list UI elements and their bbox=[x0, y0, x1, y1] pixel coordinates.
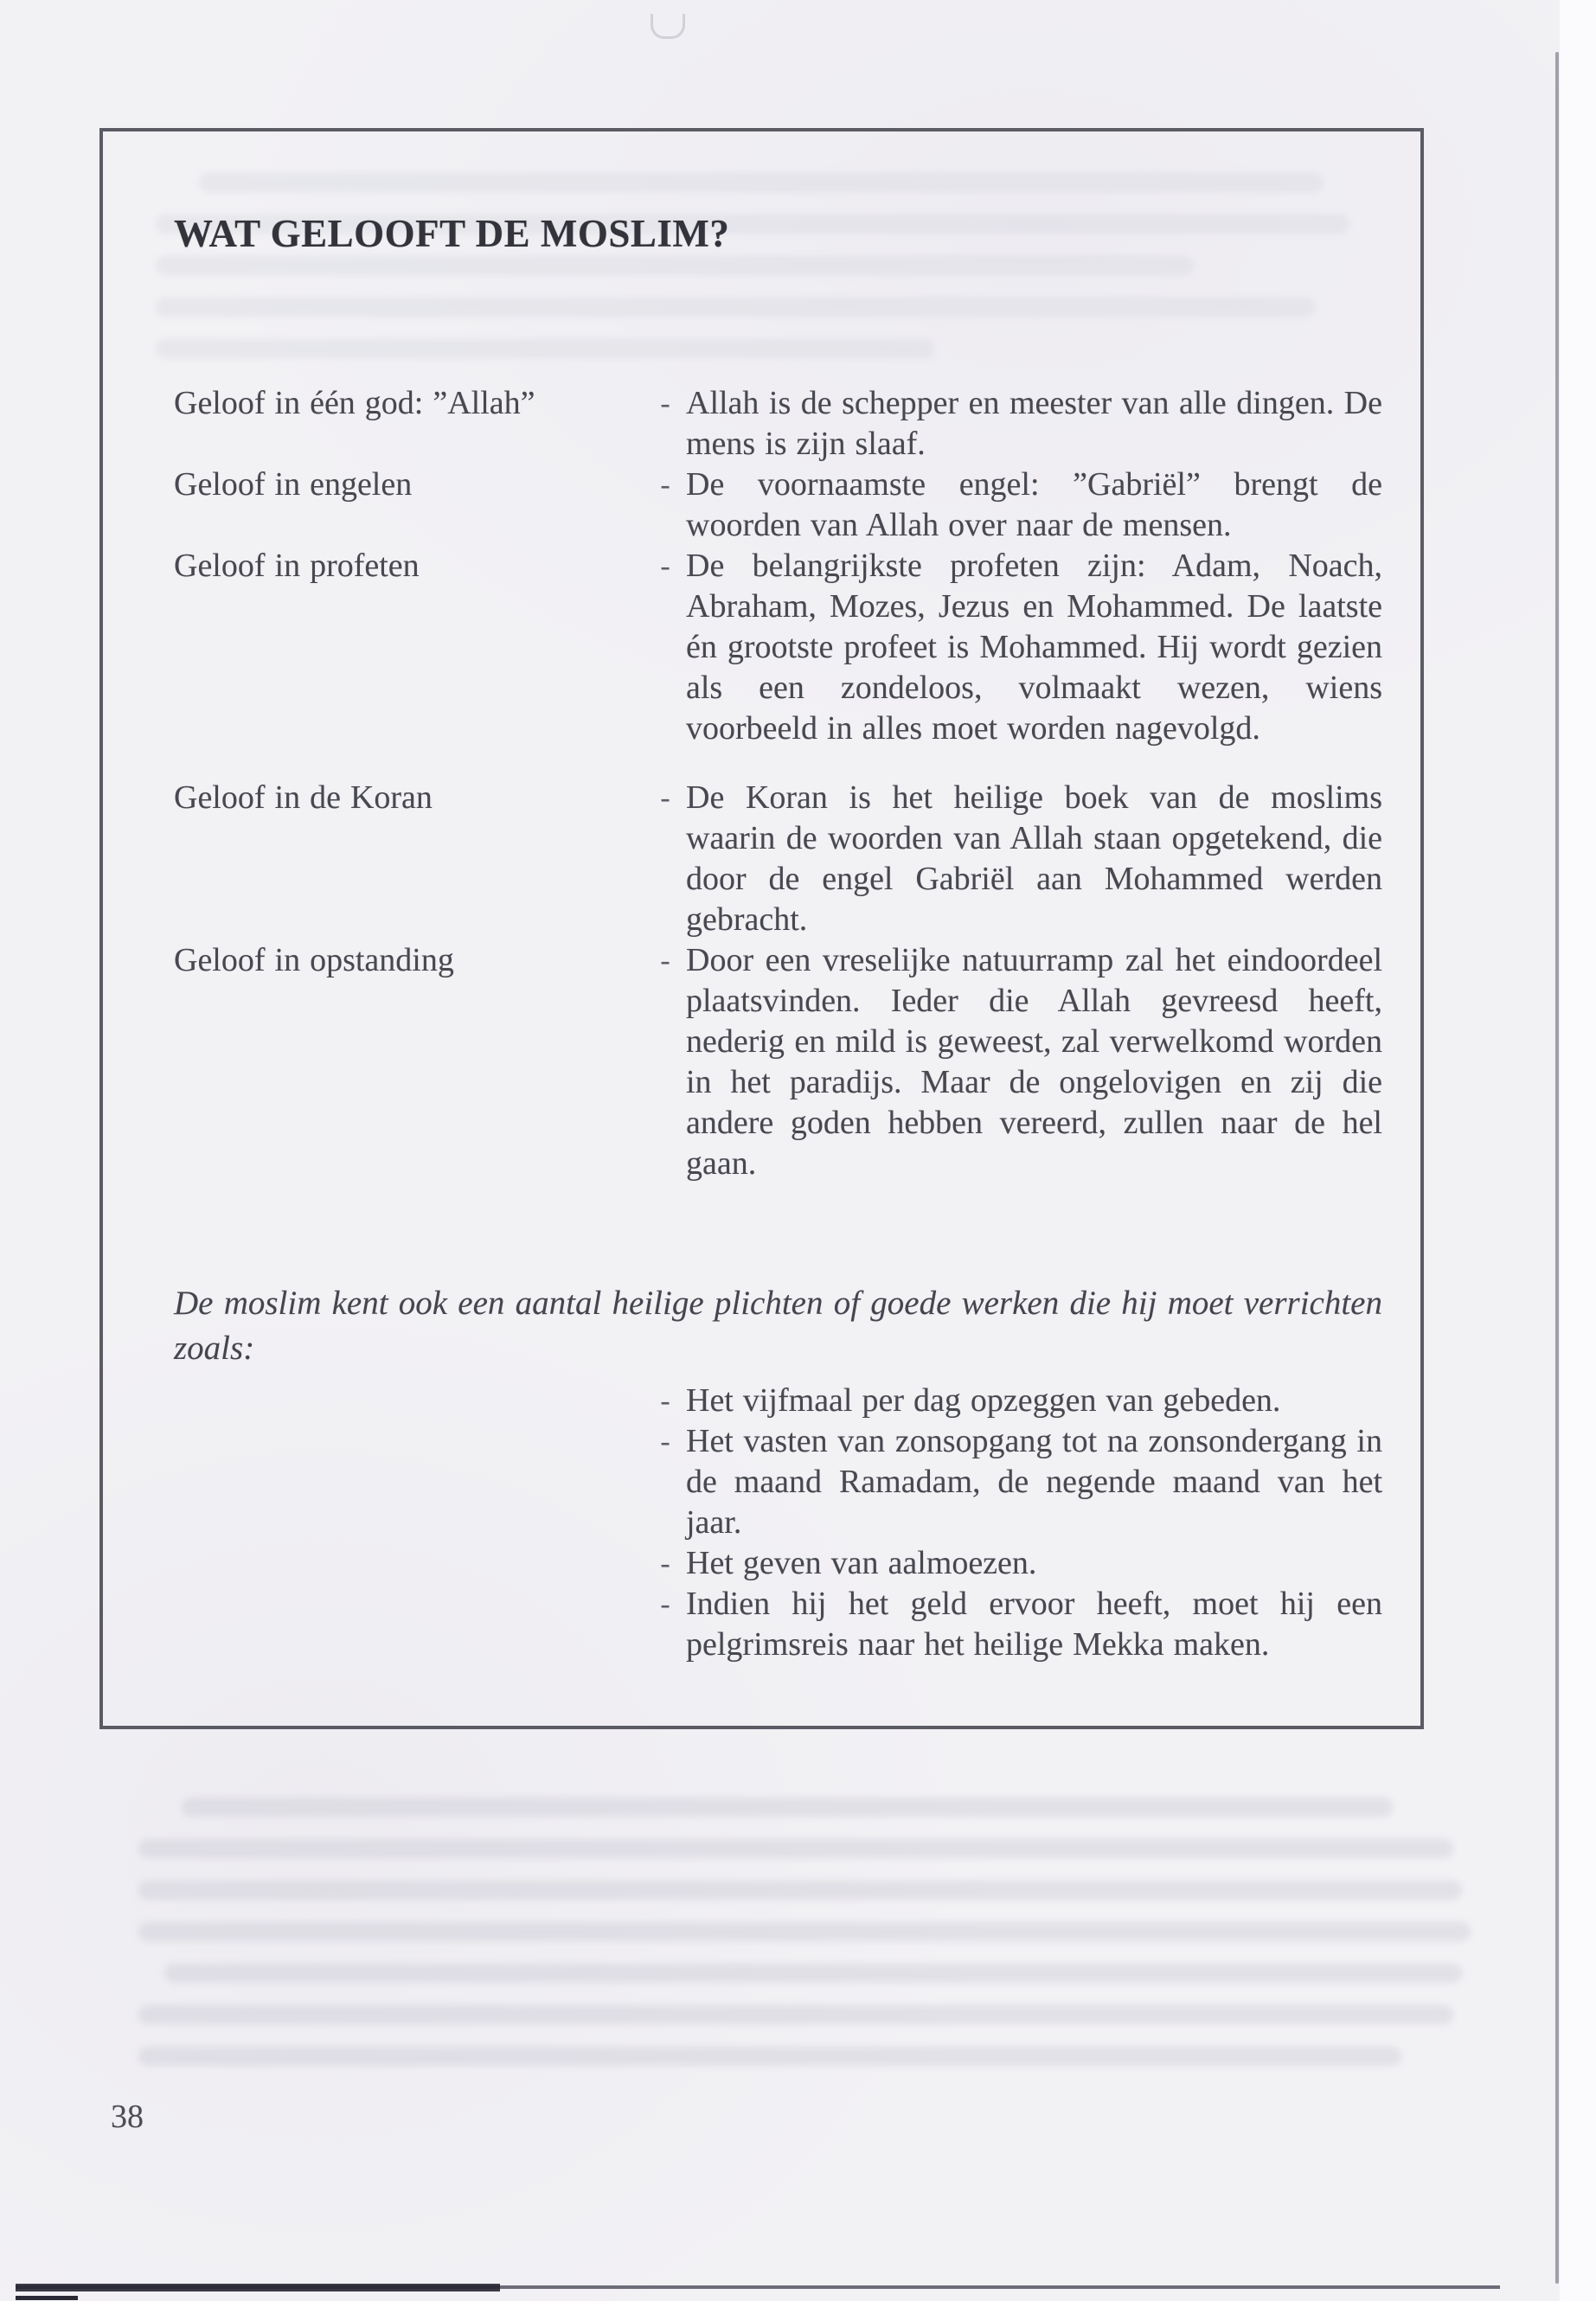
scan-bottom-edge-dark bbox=[16, 2284, 500, 2291]
dash-separator: - bbox=[660, 550, 670, 582]
bleed-through-line bbox=[138, 1839, 1453, 1858]
belief-description: De voornaamste engel: ”Gabriël” brengt de woorden van Allah over naar de mensen. bbox=[686, 466, 1382, 543]
bleed-through-line bbox=[182, 1798, 1393, 1817]
dash-separator: - bbox=[660, 388, 670, 420]
duty-row bbox=[174, 1584, 1382, 1665]
dash-separator: - bbox=[660, 1548, 670, 1580]
belief-description: De belangrijkste profeten zijn: Adam, Noach, Abraham, Mozes, Jezus en Mohammed. De laatste én grootste profeet is Mohammed. Hij wordt gezien als een zondeloos, volmaakt wezen, wiens voorbeeld in alles moet worden nagevolgd. bbox=[686, 548, 1382, 747]
duty-row bbox=[174, 1543, 1382, 1584]
duty-text: Het vasten van zonsopgang tot na zonsondergang in de maand Ramadam, de negende maand van het jaar. bbox=[686, 1423, 1382, 1541]
duty-text: Het vijfmaal per dag opzeggen van gebeden. bbox=[686, 1382, 1281, 1419]
belief-row bbox=[174, 546, 1382, 749]
duty-spacer bbox=[174, 1584, 644, 1665]
bleed-through-line bbox=[138, 2005, 1453, 2024]
belief-row bbox=[174, 383, 1382, 465]
dash-separator: - bbox=[660, 1385, 670, 1417]
page-edge-highlight bbox=[1560, 0, 1596, 2301]
duty-spacer bbox=[174, 1421, 644, 1543]
belief-description: Door een vreselijke natuurramp zal het eindoordeel plaatsvinden. Ieder die Allah gevreesd heeft, nederig en mild is geweest, zal verwelkomd worden in het paradijs. Maar de ongelovigen en zij die andere goden hebben vereerd, zullen naar de hel gaan. bbox=[686, 942, 1382, 1182]
belief-row bbox=[174, 940, 1382, 1184]
belief-row bbox=[174, 465, 1382, 546]
belief-term: Geloof in profeten bbox=[174, 548, 420, 584]
belief-term: Geloof in engelen bbox=[174, 466, 413, 503]
page-title: WAT GELOOFT DE MOSLIM? bbox=[174, 212, 730, 255]
page-number: 38 bbox=[111, 2099, 144, 2135]
duties-list bbox=[174, 1381, 1382, 1665]
duty-text: Indien hij het geld ervoor heeft, moet hij een pelgrimsreis naar het heilige Mekka maken. bbox=[686, 1586, 1382, 1663]
content-box bbox=[99, 128, 1424, 1729]
dash-separator: - bbox=[660, 469, 670, 501]
dash-separator: - bbox=[660, 1588, 670, 1620]
belief-row bbox=[174, 778, 1382, 940]
belief-term: Geloof in opstanding bbox=[174, 942, 454, 978]
duty-row bbox=[174, 1421, 1382, 1543]
bleed-through-line bbox=[138, 2047, 1401, 2066]
belief-description: Allah is de schepper en meester van alle dingen. De mens is zijn slaaf. bbox=[686, 385, 1382, 462]
duty-spacer bbox=[174, 1381, 644, 1421]
bleed-through-line bbox=[138, 1881, 1462, 1900]
duties-intro: De moslim kent ook een aantal heilige plichten of goede werken die hij moet verrichten zoals: bbox=[174, 1285, 1382, 1367]
duty-spacer bbox=[174, 1543, 644, 1584]
duty-text: Het geven van aalmoezen. bbox=[686, 1545, 1037, 1581]
belief-description: De Koran is het heilige boek van de moslims waarin de woorden van Allah staan opgetekend, die door de engel Gabriël aan Mohammed werden gebracht. bbox=[686, 779, 1382, 938]
scan-bottom-mark bbox=[16, 2296, 78, 2300]
beliefs-list bbox=[174, 383, 1382, 1184]
dash-separator: - bbox=[660, 782, 670, 814]
bleed-through-line bbox=[138, 1922, 1471, 1941]
belief-term: Geloof in de Koran bbox=[174, 779, 433, 816]
duty-row bbox=[174, 1381, 1382, 1421]
page-edge-line bbox=[1555, 52, 1559, 2284]
dash-separator: - bbox=[660, 1426, 670, 1458]
bleed-through-line bbox=[164, 1964, 1462, 1983]
scan-artifact bbox=[651, 14, 685, 39]
dash-separator: - bbox=[660, 945, 670, 977]
belief-term: Geloof in één god: ”Allah” bbox=[174, 385, 535, 421]
